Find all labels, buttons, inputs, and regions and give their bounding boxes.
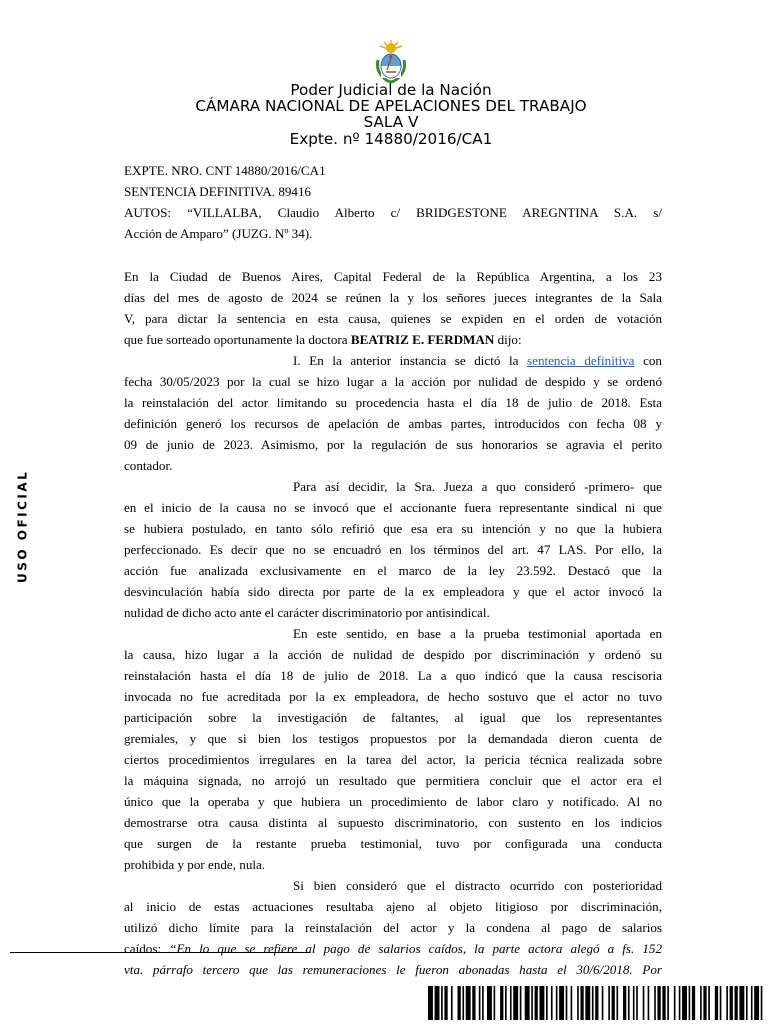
text-line: Si bien consideró que el distracto ocurrido con posterioridad [293,878,662,893]
barcode-bar [525,986,530,1020]
barcode-bar [494,986,496,1020]
barcode-bar [559,986,564,1020]
case-caption [124,160,662,244]
text-line: ciertos procedimientos irregulares en la tarea del actor, la pericia técnica realizada sobre [124,752,662,767]
barcode-bar [482,986,484,1020]
sentencia-definitiva-link[interactable]: sentencia definitiva [527,353,635,368]
barcode-bar [513,986,518,1020]
barcode-bar [571,986,573,1020]
barcode-bar [662,986,665,1020]
text-line: demostrarse otra causa distinta al supuesto discriminatorio, con sustento en los indicios [124,815,662,830]
barcode-bar [505,986,507,1020]
barcode-bar [761,986,763,1020]
barcode-bar [602,986,604,1020]
barcode-bar [720,986,722,1020]
barcode-bar [551,986,553,1020]
coat-of-arms-icon [372,36,410,84]
barcode-bar [689,986,691,1020]
barcode-bar [585,986,590,1020]
text-line: En la Ciudad de Buenos Aires, Capital Federal de la República Argentina, a los 23 [124,269,662,284]
text-span: dijo: [494,332,522,347]
text-line: nulidad de dicho acto ante el carácter discriminatorio por antisindical. [124,605,490,620]
barcode-bar [435,986,440,1020]
barcode-bar [520,986,522,1020]
barcode-bar [708,986,710,1020]
case-title-line-1: AUTOS: “VILLALBA, Claudio Alberto c/ BRIDGESTONE AREGNTINA S.A. s/ [124,205,662,220]
barcode-bar [739,986,744,1020]
barcode-bar [451,986,453,1020]
barcode-bar [592,986,594,1020]
barcode-bar [466,986,471,1020]
text-span: caídos: [124,941,170,956]
text-line: acción fue analizada exclusivamente en el marco de la ley 23.592. Destacó que la [124,563,662,578]
text-line: utilizó dicho límite para la reinstalación del actor y la condena al pago de salarios [124,920,662,935]
barcode-bar [648,986,650,1020]
text-line: único que la operaba y que hubiera un procedimiento de labor claro y notificado. Al no [124,794,662,809]
text-line: la reinstalación del actor limitando su procedencia hasta el día 18 de julio de 2018. Esta [124,395,662,410]
text-line: fecha 30/05/2023 por la cual se hizo lugar a la acción por nulidad de despido y se ordenó [124,374,662,389]
text-line: la máquina signada, no arrojó un resultado que permitiera concluir que el actor era el [124,773,662,788]
text-line: En este sentido, en base a la prueba testimonial aportada en [293,626,662,641]
barcode-bar [458,986,461,1020]
text-line: participación sobre la investigación de faltantes, al igual que los representantes [124,710,662,725]
official-use-label: USO OFICIAL [15,469,30,583]
case-file-line: EXPTE. NRO. CNT 14880/2016/CA1 [124,163,326,178]
barcode-bar [510,986,512,1020]
text-line: definición generó los recursos de apelación de ambas partes, introducidos con fecha 08 y [124,416,662,431]
barcode-bar [679,986,681,1020]
barcode-bar [674,986,676,1020]
barcode-bar [595,986,598,1020]
text-line: prohibida y por ende, nula. [124,857,266,872]
text-span: que fue sorteado oportunamente la doctora [124,332,351,347]
text-line: en el inicio de la causa no se invocó que el accionante fuera representante sindical ni que [124,500,662,515]
barcode-bar [751,986,753,1020]
barcode-bar [657,986,660,1020]
sala-name: SALA V [363,113,419,131]
barcode-bar [623,986,626,1020]
sentence-number-line: SENTENCIA DEFINITIVA. 89416 [124,184,312,199]
text-line: que surgen de la restante prueba testimonial, tuvo por configurada una conducta [124,836,662,851]
barcode-bar [441,986,443,1020]
barcode-bar [703,986,706,1020]
text-line: se hubiera postulado, en tanto sólo refirió que esa era su intención y no que la hubiera [124,521,662,536]
judgment-body [124,266,662,980]
barcode-bar [428,986,433,1020]
footnote-divider [10,952,310,953]
barcode-bar [746,986,748,1020]
file-number: Expte. nº 14880/2016/CA1 [289,130,493,148]
barcode-bar [580,986,583,1020]
barcode-bar [654,986,656,1020]
text-line [124,350,662,371]
barcode-bar [692,986,695,1020]
barcode-bar [608,986,610,1020]
barcode-bar [487,986,492,1020]
barcode-bar [612,986,615,1020]
barcode-bar [577,986,579,1020]
barcode-bar [472,986,475,1020]
text-line: V, para dictar la sentencia en esta causa, quienes se expiden en el orden de votación [124,311,662,326]
text-line [124,938,662,959]
quoted-text-line: vta. párrafo tercero que las remuneraciones le fueron abonadas hasta el 30/6/2018. Por [124,962,662,977]
text-line: Para así decidir, la Sra. Jueza a quo consideró -primero- que [293,479,662,494]
barcode-bar [643,986,645,1020]
judge-name: BEATRIZ E. FERDMAN [350,332,495,347]
barcode-bar [444,986,447,1020]
barcode-bar [715,986,718,1020]
barcode-bar [636,986,638,1020]
text-line: perfeccionado. Es decir que no se encuadró en los términos del art. 47 LAS. Por ello, la [124,542,662,557]
barcode-bar [754,986,759,1020]
barcode-bar [633,986,635,1020]
court-name: Poder Judicial de la Nación [290,81,492,99]
barcode-bar [479,986,481,1020]
barcode-bar [667,986,669,1020]
barcode-bar [726,986,728,1020]
text-line: al inicio de estas actuaciones resultaba ajeno al objeto litigioso por discriminación, [124,899,662,914]
text-line: la causa, hizo lugar a la acción de nulidad de despido por discriminación y ordenó su [124,647,662,662]
text-line: reinstalación hasta el día 18 de julio de 2018. La a quo indicó que la causa rescisoria [124,668,662,683]
barcode-icon [428,986,764,1020]
barcode-bar [462,986,464,1020]
chamber-name: CÁMARA NACIONAL DE APELACIONES DEL TRABAJO [195,97,587,115]
text-span: I. En la anterior instancia se dictó la [293,353,528,368]
barcode-bar [700,986,702,1020]
barcode-bar [539,986,544,1020]
barcode-bar [566,986,568,1020]
barcode-bar [616,986,618,1020]
barcode-bar [535,986,538,1020]
text-line: gremiales, y que si bien los testigos propuestos por la demandada dieron cuenta de [124,731,662,746]
text-line: 09 de junio de 2023. Asimismo, por la regulación de sus honorarios se agravia el perito [124,437,662,452]
barcode-bar [531,986,533,1020]
barcode-bar [628,986,630,1020]
text-span: con [634,353,662,368]
text-line [124,329,662,350]
text-line: contador. [124,458,173,473]
barcode-bar [500,986,503,1020]
barcode-bar [682,986,687,1020]
case-title-line-2: Acción de Amparo” (JUZG. Nº 34). [124,226,313,241]
barcode-bar [546,986,548,1020]
quoted-text: “En lo que se refiere al pago de salarios caídos, la parte actora alegó a fs. 152 [169,941,662,956]
text-line: desvinculación había sido directa por parte de la ex empleadora y que el actor invocó la [124,584,662,599]
text-line: días del mes de agosto de 2024 se reúnen la y los señores jueces integrantes de la Sala [124,290,662,305]
text-line: invocada no fue acreditada por la ex empleadora, de hecho sostuvo que el actor no tuvo [124,689,662,704]
barcode-bar [735,986,738,1020]
barcode-bar [556,986,558,1020]
barcode-bar [730,986,733,1020]
